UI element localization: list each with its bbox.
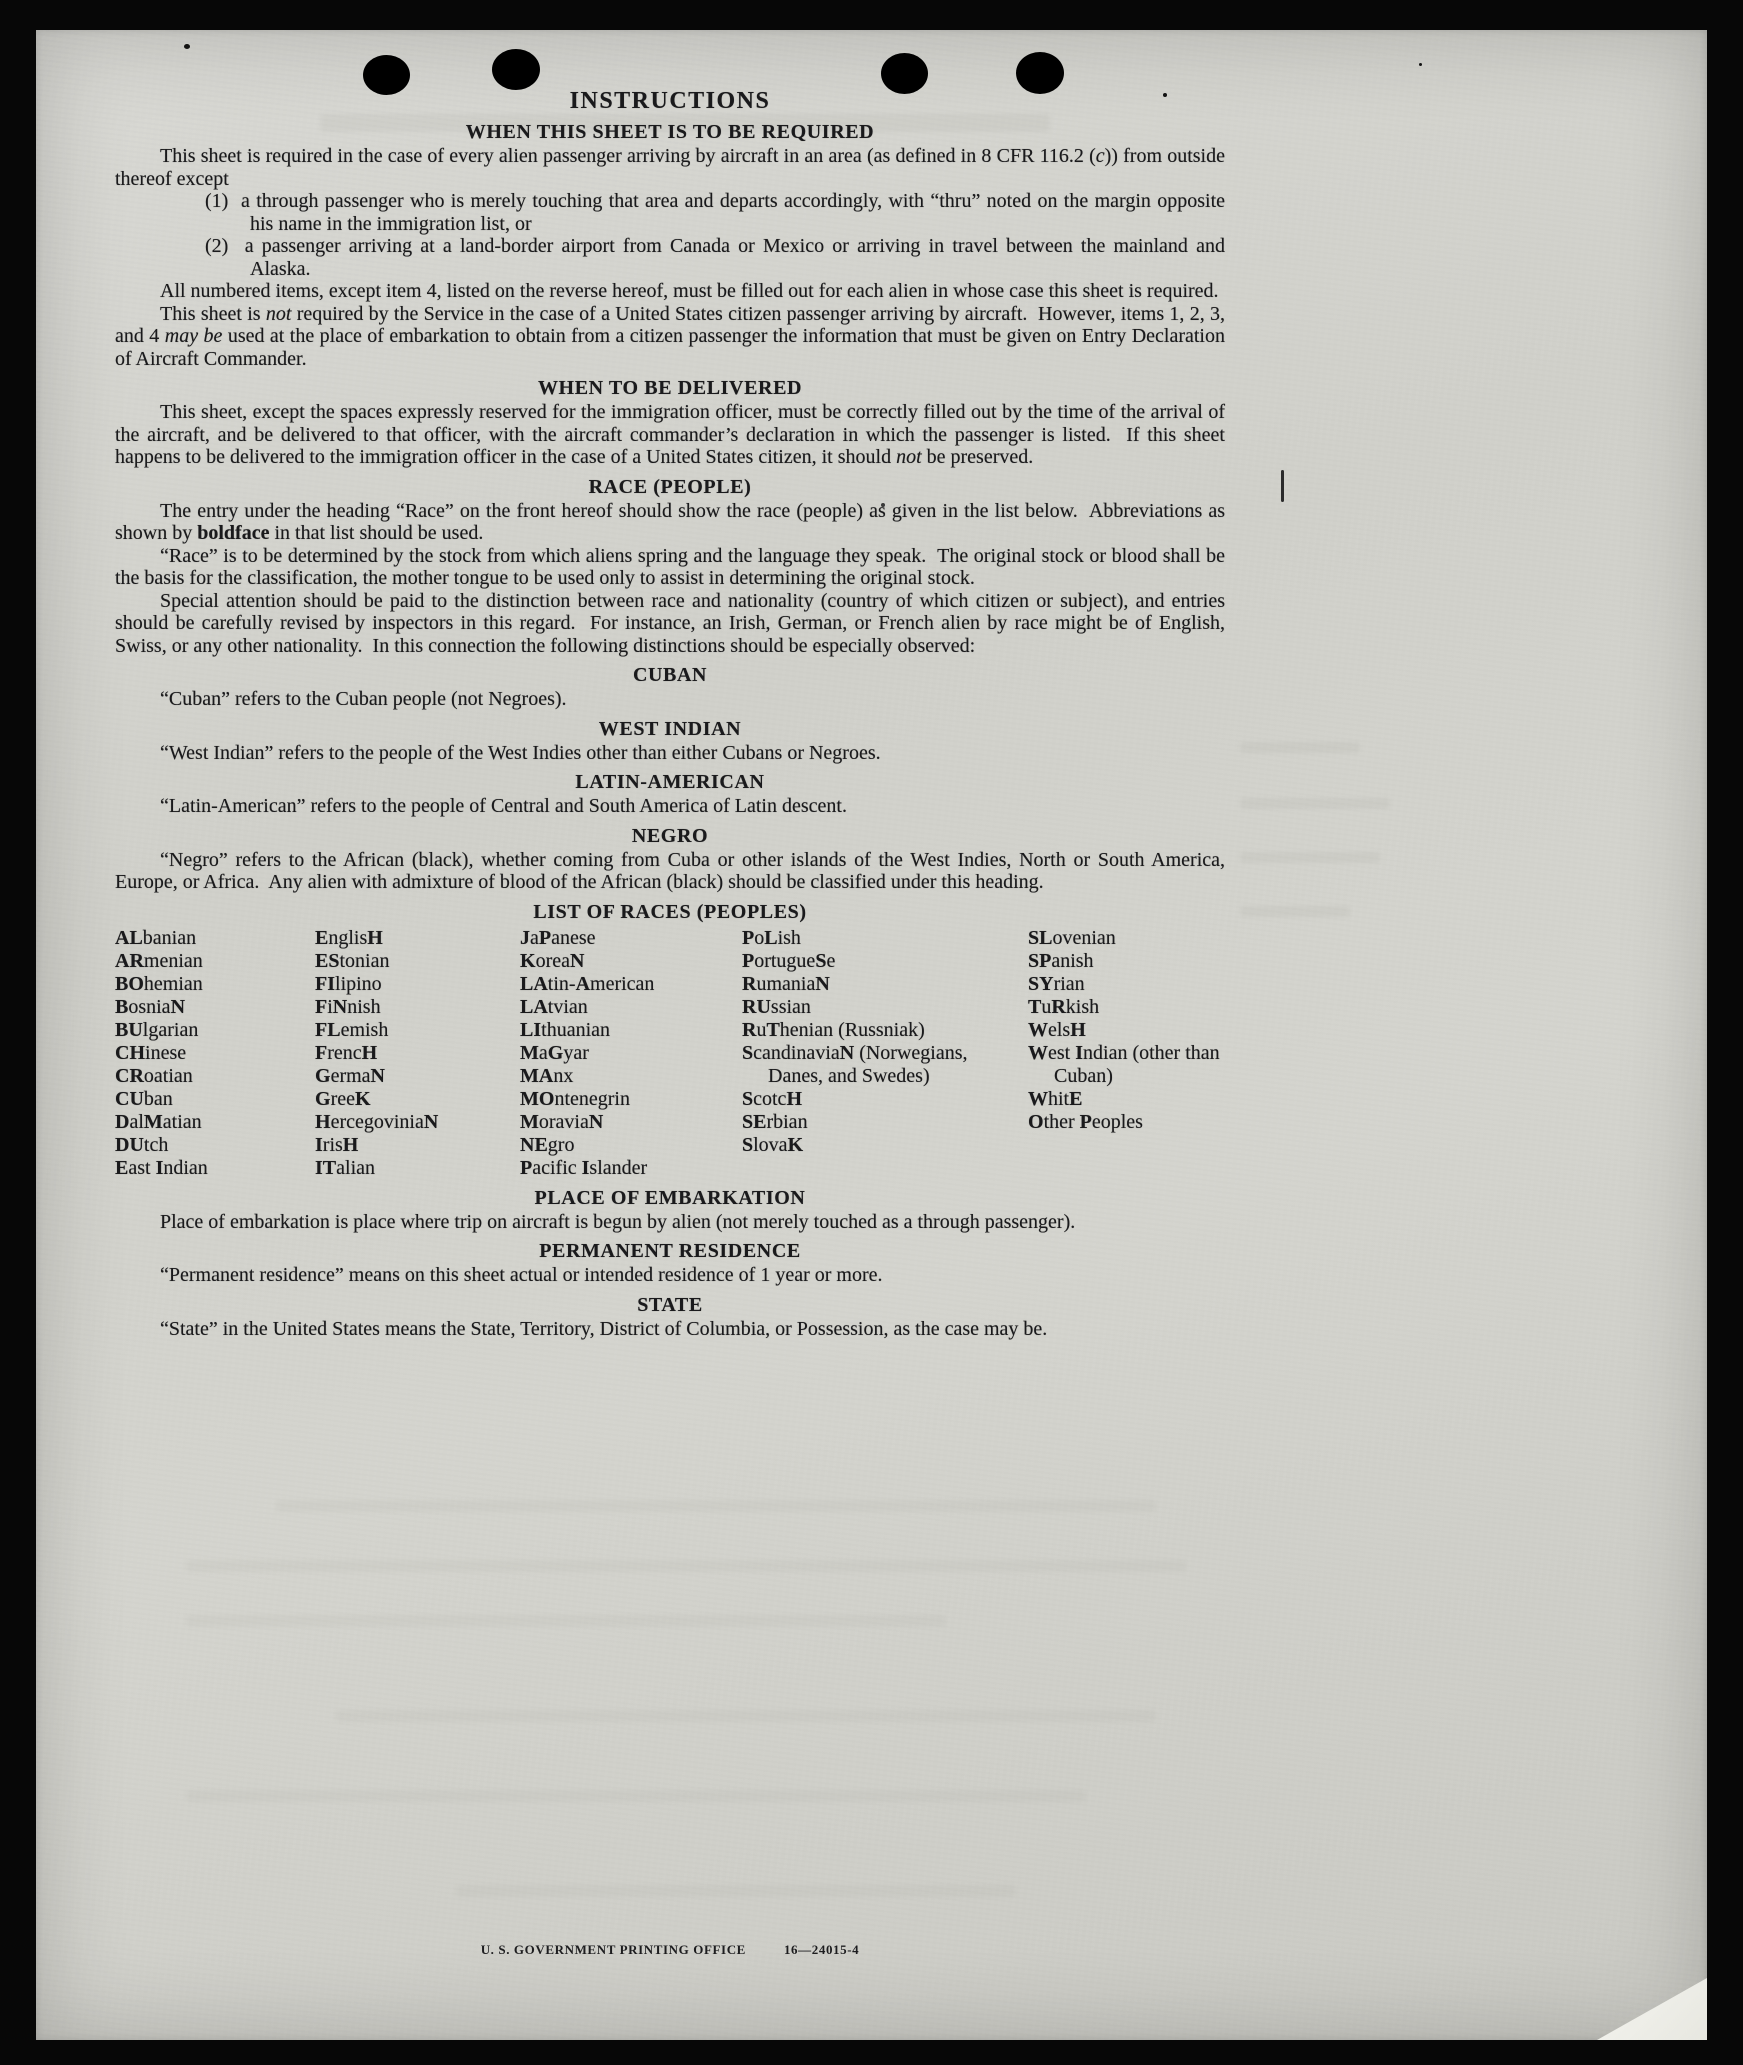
race-item: East Indian	[115, 1156, 208, 1179]
race-item: CHinese	[115, 1041, 187, 1064]
paragraph-negro: “Negro” refers to the African (black), whether coming from Cuba or other islands of the West Indies, North or South America, Europe, or Africa. Any alien with admixture of blood of the African (black) should be classified under this heading.	[115, 848, 1225, 893]
race-item: ALbanian	[115, 926, 197, 949]
race-item: WelsH	[1028, 1018, 1086, 1041]
paragraph-race-entry: The entry under the heading “Race” on the front hereof should show the race (people) as given in the list below. Abbreviations as shown by boldface in that list should be used.	[115, 499, 1225, 544]
race-item: EStonian	[315, 949, 390, 972]
bleedthrough-mark	[336, 1710, 1156, 1722]
race-item: MaGyar	[520, 1041, 589, 1064]
race-item: IrisH	[315, 1133, 359, 1156]
paragraph-race-nationality: Special attention should be paid to the distinction between race and nationality (country of which citizen or subject), and entries should be carefully revised by inspectors in this regard. For instance, an Irish, German, or French alien by race might be of English, Swiss, or any other nationality. In this connection the following distinctions should be especially observed:	[115, 589, 1225, 657]
race-item: LAtin-American	[520, 972, 655, 995]
race-item: KoreaN	[520, 949, 585, 972]
paragraph-west-indian: “West Indian” refers to the people of the West Indies other than either Cubans or Negroes.	[160, 741, 881, 764]
races-column	[742, 927, 1028, 1180]
race-item: MAnx	[520, 1064, 574, 1087]
race-item: FrencH	[315, 1041, 378, 1064]
bleedthrough-mark	[186, 1790, 1086, 1802]
gpo-printer-label: U. S. GOVERNMENT PRINTING OFFICE	[480, 1942, 746, 1957]
race-item: BosniaN	[115, 995, 186, 1018]
gpo-imprint	[115, 1942, 1225, 1957]
ink-speck	[1419, 63, 1422, 66]
ink-speck	[1281, 470, 1284, 502]
race-item: West Indian (other than Cuban)	[1028, 1041, 1220, 1087]
race-item: RUssian	[742, 995, 811, 1018]
race-item: BOhemian	[115, 972, 203, 995]
race-item: HercegoviniaN	[315, 1110, 439, 1133]
race-item: MoraviaN	[520, 1110, 604, 1133]
race-item: RumaniaN	[742, 972, 830, 995]
races-list	[115, 927, 1225, 1180]
heading-when-required: WHEN THIS SHEET IS TO BE REQUIRED	[465, 121, 875, 143]
paragraph-cuban: “Cuban” refers to the Cuban people (not Negroes).	[160, 688, 567, 710]
heading-latin-american: LATIN-AMERICAN	[575, 771, 765, 793]
page-corner	[1597, 1978, 1707, 2040]
race-item: SYrian	[1028, 972, 1085, 995]
race-item: CUban	[115, 1087, 173, 1110]
paragraph-state: “State” in the United States means the State, Territory, District of Columbia, or Possession, as the case may be.	[160, 1317, 1048, 1340]
bleedthrough-mark	[186, 1560, 1186, 1572]
heading-race-people: RACE (PEOPLE)	[588, 475, 752, 498]
paragraph-embarkation: Place of embarkation is place where trip on aircraft is begun by alien (not merely touched as a through passenger).	[160, 1210, 1076, 1233]
heading-negro: NEGRO	[631, 824, 709, 847]
race-item: ScotcH	[742, 1087, 802, 1110]
race-item: RuThenian (Russniak)	[742, 1018, 925, 1041]
punch-hole	[1016, 52, 1064, 94]
race-item: PoLish	[742, 926, 801, 949]
heading-when-delivered: WHEN TO BE DELIVERED	[537, 377, 803, 399]
races-column	[315, 927, 520, 1180]
bleedthrough-mark	[456, 1885, 1016, 1897]
race-item: ARmenian	[115, 949, 203, 972]
punch-hole	[363, 55, 410, 95]
heading-list-of-races: LIST OF RACES (PEOPLES)	[533, 900, 807, 923]
numbered-item-1: (1) a through passenger who is merely touching that area and departs accordingly, with “thru” noted on the margin opposite his name in the immigration list, or	[205, 190, 1225, 235]
heading-west-indian: WEST INDIAN	[598, 717, 742, 740]
race-item: SLovenian	[1028, 926, 1116, 949]
race-item: FLemish	[315, 1018, 389, 1041]
paragraph-required-all-items: All numbered items, except item 4, listed on the reverse hereof, must be filled out for each alien in whose case this sheet is required.	[160, 280, 1219, 302]
race-item: CRoatian	[115, 1064, 193, 1087]
gpo-form-code: 16—24015-4	[783, 1942, 860, 1957]
race-item: SPanish	[1028, 949, 1094, 972]
paragraph-permanent-residence: “Permanent residence” means on this sheet actual or intended residence of 1 year or more.	[160, 1264, 883, 1286]
race-item: EnglisH	[315, 926, 383, 949]
race-item: WhitE	[1028, 1087, 1083, 1110]
race-item: SlovaK	[742, 1133, 804, 1156]
bleedthrough-mark	[1240, 798, 1390, 809]
race-item: Other Peoples	[1028, 1110, 1143, 1133]
race-item: Pacific Islander	[520, 1156, 648, 1179]
heading-permanent-residence: PERMANENT RESIDENCE	[539, 1240, 801, 1262]
document-title: INSTRUCTIONS	[569, 88, 771, 114]
ink-speck	[184, 44, 190, 49]
race-item: JaPanese	[520, 926, 596, 949]
paragraph-required-citizen: This sheet is not required by the Service in the case of a United States citizen passenger arriving by aircraft. However, items 1, 2, 3, and 4 may be used at the place of embarkation to obtain from a citizen passenger the information that must be given on Entry Declaration of Aircraft Commander.	[115, 302, 1225, 370]
race-item: DalMatian	[115, 1110, 202, 1133]
races-column	[520, 927, 742, 1180]
punch-hole	[881, 53, 928, 94]
race-item: FIlipino	[315, 972, 382, 995]
race-item: GreeK	[315, 1087, 371, 1110]
race-item: LIthuanian	[520, 1018, 611, 1041]
race-item: FiNnish	[315, 995, 381, 1018]
bleedthrough-mark	[186, 1615, 946, 1627]
instructions-text	[115, 88, 1225, 1340]
punch-hole	[492, 49, 540, 90]
race-item: PortugueSe	[742, 949, 836, 972]
race-item: GermaN	[315, 1064, 385, 1087]
race-item: ITalian	[315, 1156, 376, 1179]
race-item: MOntenegrin	[520, 1087, 630, 1110]
race-item: SErbian	[742, 1110, 808, 1133]
race-item: ScandinaviaN (Norwegians, Danes, and Swedes)	[742, 1041, 968, 1087]
race-item: NEgro	[520, 1133, 575, 1156]
paragraph-race-stock: “Race” is to be determined by the stock from which aliens spring and the language they speak. The original stock or blood shall be the basis for the classification, the mother tongue to be used only to assist in determining the original stock.	[115, 544, 1225, 589]
race-item: DUtch	[115, 1133, 169, 1156]
bleedthrough-mark	[1240, 906, 1350, 917]
race-item: LAtvian	[520, 995, 588, 1018]
bleedthrough-mark	[1240, 852, 1380, 863]
bleedthrough-mark	[1240, 742, 1360, 753]
heading-cuban: CUBAN	[632, 664, 708, 686]
race-item: TuRkish	[1028, 995, 1100, 1018]
bleedthrough-mark	[276, 1500, 1156, 1512]
heading-state: STATE	[637, 1293, 703, 1316]
races-column	[115, 927, 315, 1180]
race-item: BUlgarian	[115, 1018, 199, 1041]
paragraph-required-intro: This sheet is required in the case of every alien passenger arriving by aircraft in an area (as defined in 8 CFR 116.2 (c)) from outside thereof except	[115, 145, 1225, 190]
paragraph-delivered: This sheet, except the spaces expressly reserved for the immigration officer, must be correctly filled out by the time of the arrival of the aircraft, and be delivered to that officer, with the aircraft commander’s declaration in which the passenger is listed. If this sheet happens to be delivered to the immigration officer in the case of a United States citizen, it should not be preserved.	[115, 401, 1225, 468]
numbered-item-2: (2) a passenger arriving at a land-border airport from Canada or Mexico or arriving in travel between the mainland and Alaska.	[205, 235, 1225, 280]
races-column	[1028, 927, 1225, 1180]
paragraph-latin-american: “Latin-American” refers to the people of Central and South America of Latin descent.	[160, 795, 847, 817]
scanned-sheet	[36, 30, 1707, 2040]
heading-embarkation: PLACE OF EMBARKATION	[534, 1186, 806, 1209]
